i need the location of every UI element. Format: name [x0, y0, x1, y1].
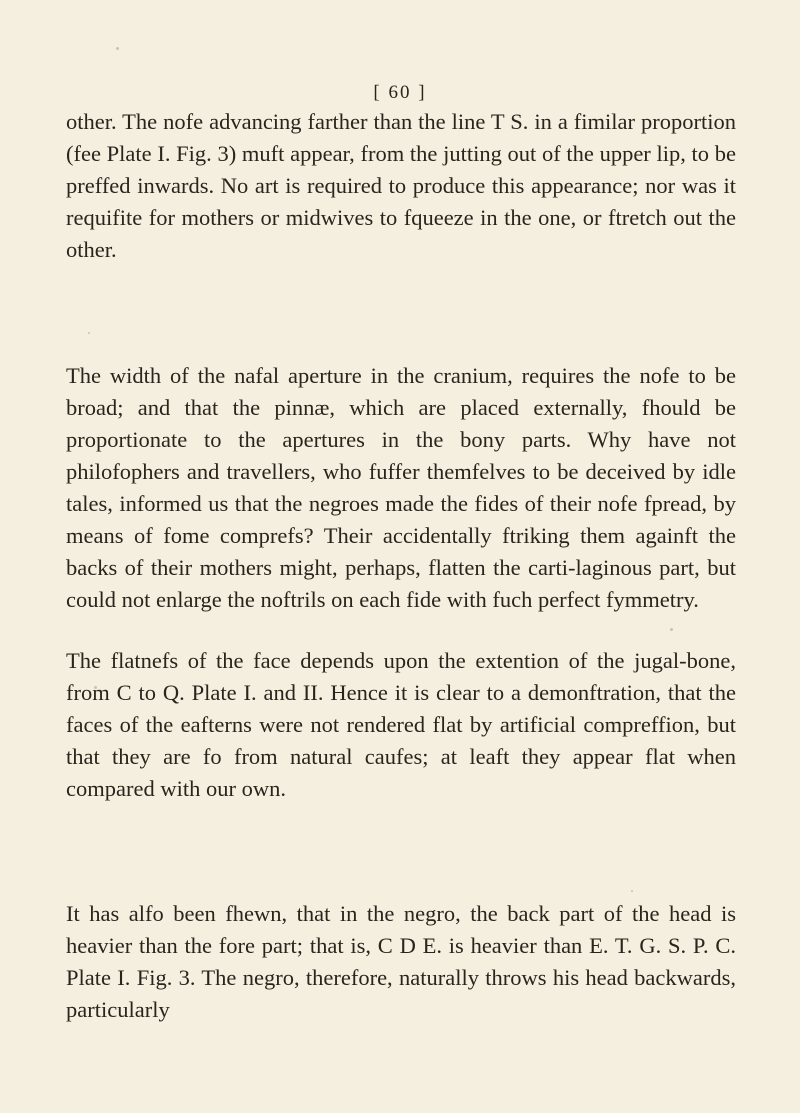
paper-speck	[116, 47, 119, 50]
paragraph-3	[66, 645, 736, 805]
paragraph-1	[66, 106, 736, 266]
paper-speck	[94, 686, 97, 689]
page-number: [ 60 ]	[373, 82, 427, 103]
paragraph-2	[66, 360, 736, 616]
paper-speck	[631, 890, 633, 892]
paragraph-text: The width of the nafal aperture in the cranium, requires the nofe to be broad; and that the pinnæ, which are placed externally, fhould be proportionate to the apertures in the bony parts. Why have not philofophers and travellers, who fuffer themfelves to be deceived by idle tales, informed us that the negroes made the fides of their nofe fpread, by means of fome comprefs? Their accidentally ftriking them againft the backs of their mothers might, perhaps, flatten the carti-laginous part, but could not enlarge the noftrils on each fide with fuch perfect fymmetry.	[66, 363, 736, 612]
paragraph-text: The flatnefs of the face depends upon the extention of the jugal-bone, from C to Q. Plate I. and II. Hence it is clear to a demonftration, that the faces of the eafterns were not rendered flat by artificial compreffion, but that they are fo from natural caufes; at leaft they appear flat when compared with our own.	[66, 648, 736, 801]
paper-speck	[88, 332, 90, 334]
paragraph-text: It has alfo been fhewn, that in the negro, the back part of the head is heavier than the fore part; that is, C D E. is heavier than E. T. G. S. P. C. Plate I. Fig. 3. The negro, therefore, naturally throws his head backwards, particularly	[66, 901, 736, 1022]
paragraph-4	[66, 898, 736, 1026]
paragraph-text: other. The nofe advancing farther than the line T S. in a fimilar proportion (fee Plate I. Fig. 3) muft appear, from the jutting out of the upper lip, to be preffed inwards. No art is required to produce this appearance; nor was it requifite for mothers or midwives to fqueeze in the one, or ftretch out the other.	[66, 109, 736, 262]
paper-speck	[670, 628, 673, 631]
